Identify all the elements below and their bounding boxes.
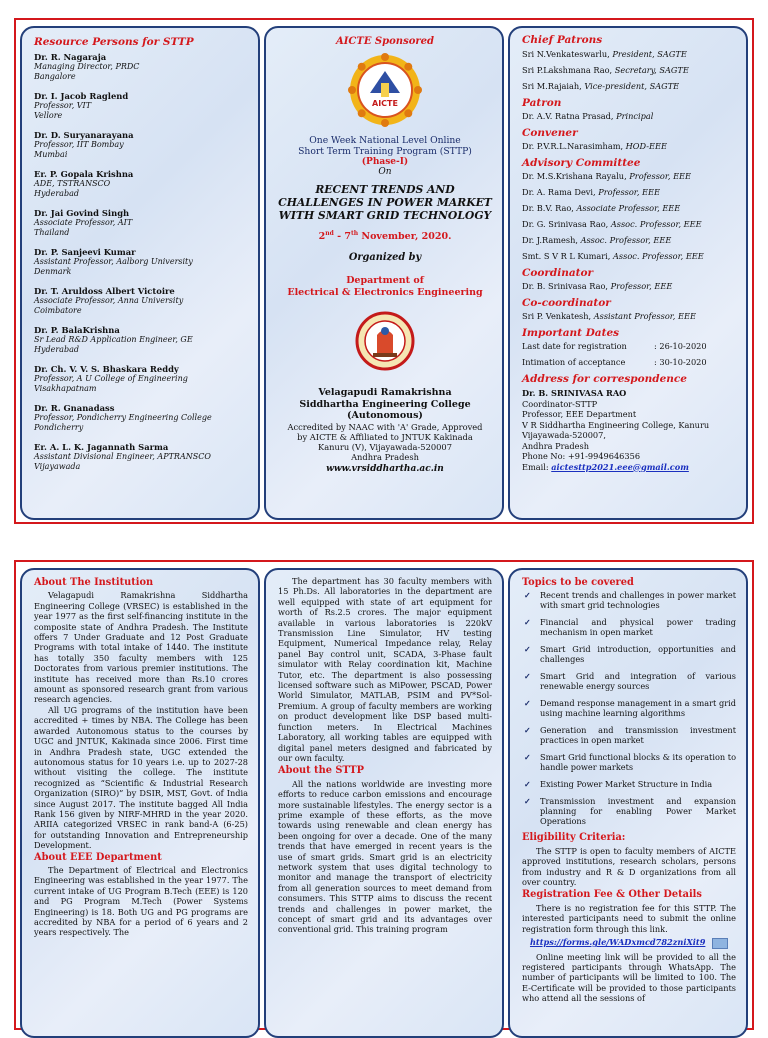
brochure-front [14, 18, 754, 524]
check-icon: ✓ [524, 698, 531, 709]
topic-item [522, 617, 736, 637]
chief-patrons-heading: Chief Patrons [522, 34, 603, 46]
resource-person-name: Dr. P. BalaKrishna [34, 325, 120, 335]
on-label: On [378, 167, 392, 177]
patron-entry: Dr. A.V. Ratna Prasad, Principal [522, 111, 654, 121]
sttp-panel [264, 568, 504, 1038]
topic-item [522, 671, 736, 691]
resource-person [34, 325, 248, 355]
program-dates: 2nd - 7th November, 2020. [318, 230, 452, 243]
address-name: Dr. B. SRINIVASA RAO [522, 388, 627, 398]
resource-person-name: Er. A. L. K. Jagannath Sarma [34, 442, 169, 452]
registration-heading: Registration Fee & Other Details [522, 889, 702, 901]
advisory-member [522, 251, 736, 261]
convener-heading: Convener [522, 127, 578, 139]
resource-person-detail: Professor, Pondicherry Engineering College [34, 413, 212, 422]
topic-item [522, 725, 736, 745]
resource-person-detail: Vijayawada [34, 462, 81, 471]
check-icon: ✓ [524, 644, 531, 655]
patron-heading: Patron [522, 97, 562, 109]
important-date-value: : 30-10-2020 [654, 357, 707, 367]
resource-person-name: Dr. Ch. V. V. S. Bhaskara Reddy [34, 364, 179, 374]
advisory-member-name: Dr. B.V. Rao, [522, 203, 577, 213]
sttp-paragraph: All the nations worldwide are investing more efforts to reduce carbon emissions and encourage more sustainable lifestyles. The energy sector is a prime example of these efforts, as the move towards using renewable and clean energy has been ongoing for over a decade. One of the many trends that have emerged in recent years is the use of smart grids. Smart grid is an electricity network system that uses digital technology to monitor and manage the transport of electricity from all generation sources to meet demand from consumers. This STTP aims to discuss the recent trends and challenges in power market, the concept of smart grid and its advantages over conventional grid. This training program [278, 778, 492, 935]
department-paragraph: The department has 30 faculty members with 15 Ph.Ds. All laboratories in the department are well equipped with state of art equipment for worth of Rs.2.5 crores. The major equipment available in various laboratories is 220kV Transmission Line Simulator, HV testing Equipment, Numerical Impedance relay, Relay panel Bay control unit, SCADA, 3-Phase fault simulator with Relay coordination kit, Machine Tutor, etc. The department is also possessing licensed software such as MiPower, PSCAD, Power World Simulator, MATLAB, PSIM and PV*Sol-Premium. A group of faculty members are working on product development like DSP based multi-function meters. In Electrical Machines Laboratory, all working tables are equipped with digital panel meters designed and fabricated by our own faculty. [278, 576, 492, 763]
aicte-logo [348, 53, 422, 127]
important-dates-heading: Important Dates [522, 327, 620, 339]
topic-item [522, 796, 736, 826]
important-date-label: Intimation of acceptance [522, 357, 626, 367]
college-name: Velagapudi Ramakrishna Siddhartha Engineering College (Autonomous) [299, 387, 471, 422]
aicte-logo-text: AICTE [372, 99, 398, 108]
topics-panel [508, 568, 748, 1038]
registration-paragraph: There is no registration fee for this STTP. The interested participants need to submit the online registration form through this link. [522, 902, 736, 934]
organized-by-label: Organized by [348, 252, 422, 264]
phase-label: (Phase-I) [361, 157, 409, 167]
eligibility-heading: Eligibility Criteria: [522, 832, 626, 844]
resource-person-name: Dr. Jai Govind Singh [34, 208, 130, 218]
chief-patron [522, 81, 736, 91]
resource-person-name: Dr. D. Suryanarayana [34, 130, 134, 140]
committee-panel [508, 26, 748, 520]
college-emblem [355, 307, 415, 379]
chief-patron [522, 49, 736, 59]
chief-patron-name: Sri P.Lakshmana Rao, [522, 65, 615, 75]
resource-person-detail: Denmark [34, 267, 72, 276]
program-title-line-2: CHALLENGES IN POWER MARKET [278, 196, 492, 209]
resource-persons-heading: Resource Persons for STTP [34, 36, 194, 48]
topic-item [522, 779, 736, 789]
topics-list [522, 590, 736, 826]
topic-text: Generation and transmission investment practices in open market [540, 725, 736, 746]
resource-person-detail: Assistant Professor, Aalborg University [34, 257, 193, 266]
advisory-member-name: Dr. G. Srinivasa Rao, [522, 219, 611, 229]
program-title [278, 183, 492, 222]
email-line: Email: aictesttp2021.eee@gmail.com [522, 461, 689, 472]
address-line: Coordinator-STTP [522, 398, 598, 409]
resource-persons-panel [20, 26, 260, 520]
resource-person-detail: Associate Professor, Anna University [34, 296, 184, 305]
institution-panel [20, 568, 260, 1038]
advisory-member-name: Dr. M.S.Krishana Rayalu, [522, 171, 630, 181]
registration-form-link[interactable]: https://forms.gle/WADxmcd782zniXit9 [529, 937, 706, 948]
program-title-line-1: RECENT TRENDS AND [315, 183, 455, 196]
resource-person-detail: Professor, VIT [34, 101, 92, 110]
check-icon: ✓ [524, 779, 531, 790]
topic-text: Demand response management in a smart grid using machine learning algorithms [540, 698, 736, 719]
topic-text: Smart Grid functional blocks & its operation to handle power markets [540, 752, 736, 773]
chief-patron [522, 65, 736, 75]
check-icon: ✓ [524, 617, 531, 628]
institution-heading: About The Institution [34, 577, 154, 588]
chief-patron-name: Sri N.Venkateswarlu, [522, 49, 613, 59]
resource-person [34, 130, 248, 160]
resource-person-name: Dr. T. Aruldoss Albert Victoire [34, 286, 175, 296]
advisory-member [522, 203, 736, 213]
advisory-member [522, 235, 736, 245]
topic-text: Existing Power Market Structure in India [540, 779, 713, 790]
advisory-member-name: Dr. A. Rama Devi, [522, 187, 599, 197]
resource-person [34, 403, 248, 433]
program-info-panel [264, 26, 504, 520]
email-link[interactable]: aictesttp2021.eee@gmail.com [551, 461, 689, 472]
address-line: Professor, EEE Department [522, 409, 637, 419]
advisory-member-role: Professor, EEE [598, 187, 660, 197]
advisory-member-name: Smt. S V R L Kumari, [522, 251, 613, 261]
eee-heading: About EEE Department [34, 851, 162, 863]
program-title-line-3: WITH SMART GRID TECHNOLOGY [278, 209, 492, 222]
topic-text: Smart Grid introduction, opportunities and challenges [540, 644, 736, 665]
resource-person-detail: Mumbai [34, 150, 68, 159]
advisory-heading: Advisory Committee [522, 157, 641, 169]
address-line: Phone No: +91-9949646356 [522, 451, 641, 461]
address-line: V R Siddhartha Engineering College, Kanuru Vijayawada-520007, [522, 419, 710, 440]
advisory-member-role: Assoc. Professor, EEE [580, 235, 672, 245]
resource-person [34, 247, 248, 277]
resource-person [34, 442, 248, 472]
resource-person-name: Dr. I. Jacob Raglend [34, 91, 129, 101]
link-icon [712, 938, 728, 949]
resource-person-detail: Vellore [34, 111, 63, 120]
resource-person-detail: Hyderabad [34, 189, 79, 198]
important-date-label: Last date for registration [522, 341, 627, 351]
topic-item [522, 752, 736, 772]
resource-person-detail: Professor, IIT Bombay [34, 140, 124, 149]
department-name: Department of Electrical & Electronics Engineering [287, 275, 483, 299]
eligibility-paragraph: The STTP is open to faculty members of AICTE approved institutions, research scholars, persons from industry and R & D organizations from all over country. [522, 845, 736, 888]
resource-person [34, 208, 248, 238]
advisory-member [522, 171, 736, 181]
chief-patron-name: Sri M.Rajaiah, [522, 81, 585, 91]
program-line-1: One Week National Level Online [309, 135, 461, 146]
topic-text: Recent trends and challenges in power market with smart grid technologies [540, 590, 736, 611]
resource-person-detail: Hyderabad [34, 345, 79, 354]
resource-person-name: Dr. P. Sanjeevi Kumar [34, 247, 136, 257]
correspondence-address [522, 388, 736, 472]
sttp-heading: About the STTP [278, 765, 365, 777]
sponsor-label: AICTE Sponsored [335, 36, 435, 47]
check-icon: ✓ [524, 671, 531, 682]
important-date-value: : 26-10-2020 [654, 341, 707, 351]
program-line-2: Short Term Training Program (STTP) [298, 146, 472, 157]
topic-text: Transmission investment and expansion planning for enabling Power Market Operations [540, 796, 736, 827]
meeting-paragraph: Online meeting link will be provided to all the registered participants through WhatsApp. The number of participants will be limited to 100. The E-Certificate will be provided to those participants who attend all the sessions of [522, 951, 736, 1004]
topics-heading: Topics to be covered [522, 577, 634, 588]
resource-person [34, 286, 248, 316]
accreditation-text: Accredited by NAAC with 'A' Grade, Approved by AICTE & Affiliated to JNTUK Kakinada Kanuru (V), Vijayawada-520007 Andhra Pradesh [287, 421, 483, 462]
resource-person-name: Dr. R. Gnanadass [34, 403, 115, 413]
advisory-member-role: Professor, EEE [629, 171, 692, 181]
resource-person-detail: Thailand [34, 228, 70, 237]
eee-paragraph: The Department of Electrical and Electronics Engineering was established in the year 1977. The current intake of UG Program B.Tech (EEE) is 120 and PG Program M.Tech (Power Systems Engineering) is 18. Both UG and PG programs are accredited by NBA for a period of 6 years and 2 years respectively. The [34, 864, 248, 938]
resource-person-detail: Managing Director, PRDC [34, 62, 140, 71]
resource-person-name: Er. P. Gopala Krishna [34, 169, 134, 179]
chief-patron-role: Secretary, SAGTE [614, 65, 689, 75]
chief-patron-role: Vice-president, SAGTE [584, 81, 680, 91]
resource-person-detail: Pondicherry [34, 423, 84, 432]
resource-person-detail: Visakhapatnam [34, 384, 97, 393]
check-icon: ✓ [524, 752, 531, 763]
topic-text: Financial and physical power trading mechanism in open market [540, 617, 736, 638]
resource-person-name: Dr. R. Nagaraja [34, 52, 107, 62]
resource-person-detail: ADE, TSTRANSCO [34, 179, 111, 188]
resource-person [34, 52, 248, 82]
form-link-row [522, 937, 736, 949]
important-date-row [522, 357, 736, 367]
resource-person-detail: Professor, A U College of Engineering [34, 374, 188, 383]
coordinator-entry: Dr. B. Srinivasa Rao, Professor, EEE [522, 281, 673, 291]
topic-item [522, 698, 736, 718]
resource-person [34, 364, 248, 394]
resource-person [34, 169, 248, 199]
resource-person-detail: Associate Professor, AIT [34, 218, 133, 227]
topic-item [522, 590, 736, 610]
important-date-row [522, 341, 736, 351]
cocoordinator-entry: Sri P. Venkatesh, Assistant Professor, EEE [522, 311, 696, 321]
resource-person-detail: Assistant Divisional Engineer, APTRANSCO [34, 452, 211, 461]
address-heading: Address for correspondence [522, 373, 687, 385]
coordinator-heading: Coordinator [522, 267, 594, 279]
institution-paragraph-2: All UG programs of the institution have been accredited + times by NBA. The College has been awarded Autonomous status to the courses by UGC and JNTUK, Kakinada since 2006. First time in Andhra Pradesh state, UGC extended the autonomous status for 10 years i.e. up to 2027-28 without visiting the college. The institute recognized as “Scientific & Industrial Research Organization (SIRO)” by DSIR, MST, Govt. of India since August 2017. The institute bagged All India Rank 156 given by NIRF-MHRD in the year 2020. ARIIA categorized VRSEC in rank band-A (6-25) for outstanding Innovation and Entrepreneurship Development. [34, 704, 248, 851]
advisory-member-role: Assoc. Professor, EEE [610, 219, 702, 229]
brochure-back [14, 560, 754, 1030]
resource-person-detail: Bangalore [34, 72, 76, 81]
college-website-link[interactable]: www.vrsiddhartha.ac.in [326, 463, 444, 474]
topic-item [522, 644, 736, 664]
address-line: Andhra Pradesh [522, 440, 589, 451]
advisory-member-role: Assoc. Professor, EEE [613, 251, 704, 261]
topic-text: Smart Grid and integration of various renewable energy sources [540, 671, 736, 692]
advisory-member-role: Associate Professor, EEE [576, 203, 681, 213]
check-icon: ✓ [524, 725, 531, 736]
resource-person-detail: Coimbatore [34, 306, 82, 315]
check-icon: ✓ [524, 796, 531, 807]
cocoordinator-heading: Co-coordinator [522, 297, 611, 309]
convener-entry: Dr. P.V.R.L.Narasimham, HOD-EEE [522, 141, 667, 151]
resource-person-detail: Sr Lead R&D Application Engineer, GE [34, 335, 193, 344]
resource-person [34, 91, 248, 121]
advisory-member [522, 219, 736, 229]
chief-patron-role: President, SAGTE [612, 49, 687, 59]
check-icon: ✓ [524, 590, 531, 601]
advisory-member-name: Dr. J.Ramesh, [522, 235, 581, 245]
advisory-member [522, 187, 736, 197]
institution-paragraph-1: Velagapudi Ramakrishna Siddhartha Engineering College (VRSEC) is established in the year 1977 as the first self-financing institute in the composite state of Andhra Pradesh. The Institute offers 7 Under Graduate and 12 Post Graduate Programs with total intake of 1440. The institute has totally 350 faculty members with 125 Doctorates from various premier institutions. The institute has received more than Rs.10 crores amount as sponsored research grant from various research agencies. [34, 590, 248, 705]
